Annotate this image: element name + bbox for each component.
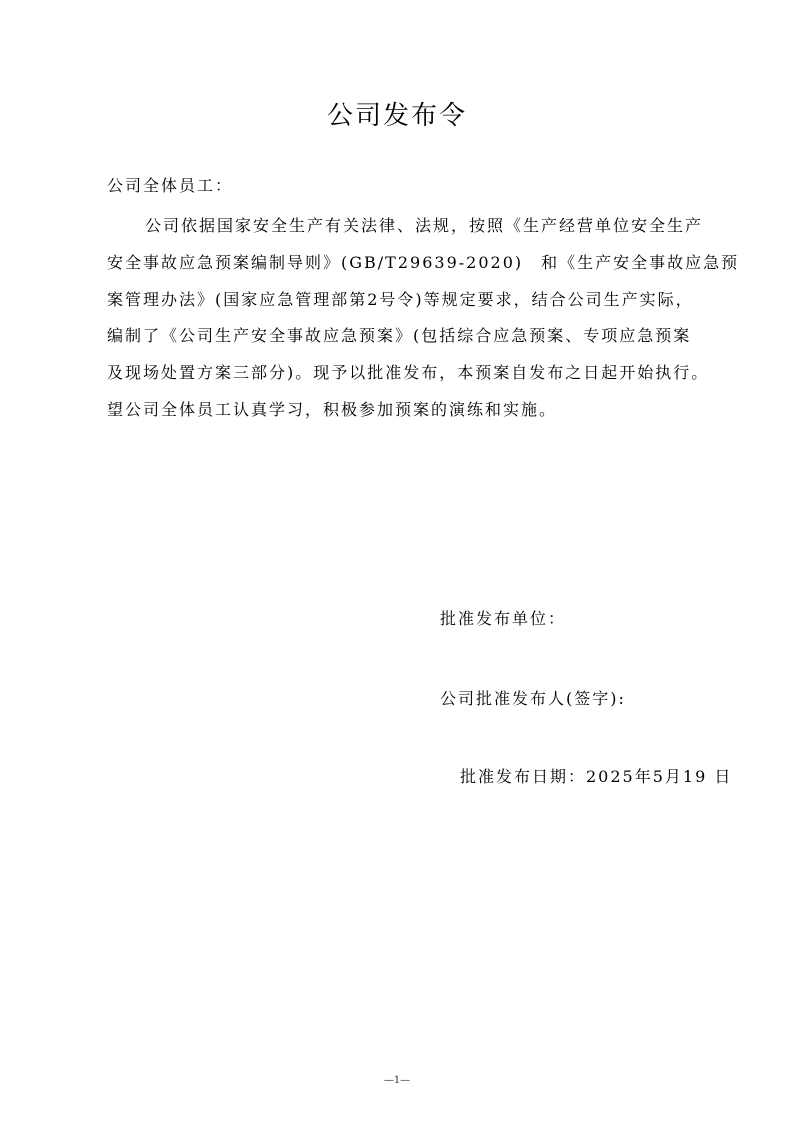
approver-label: 公司批准发布人(签字): — [440, 689, 626, 708]
document-title: 公司发布令 — [326, 101, 467, 131]
approval-date: 批准发布日期：2025年5月19 日 — [460, 767, 733, 786]
body-line: 公司依据国家安全生产有关法律、法规，按照《生产经营单位安全生产 — [145, 216, 704, 235]
body-line: 编制了《公司生产安全事故应急预案》(包括综合应急预案、专项应急预案 — [107, 326, 692, 346]
salutation: 公司全体员工： — [107, 176, 234, 195]
page-number: —1— — [383, 1075, 411, 1086]
body-line: 望公司全体员工认真学习，积极参加预案的演练和实施。 — [107, 399, 558, 419]
body-line: 及现场处置方案三部分)。现予以批准发布，本预案自发布之日起开始执行。 — [107, 363, 710, 383]
body-line: 案管理办法》(国家应急管理部第2号令)等规定要求，结合公司生产实际， — [107, 289, 694, 309]
body-line: 安全事故应急预案编制导则》(GB/T29639-2020) 和《生产安全事故应急预 — [107, 252, 740, 272]
approval-unit-label: 批准发布单位： — [440, 609, 567, 628]
body-paragraph — [107, 208, 740, 429]
